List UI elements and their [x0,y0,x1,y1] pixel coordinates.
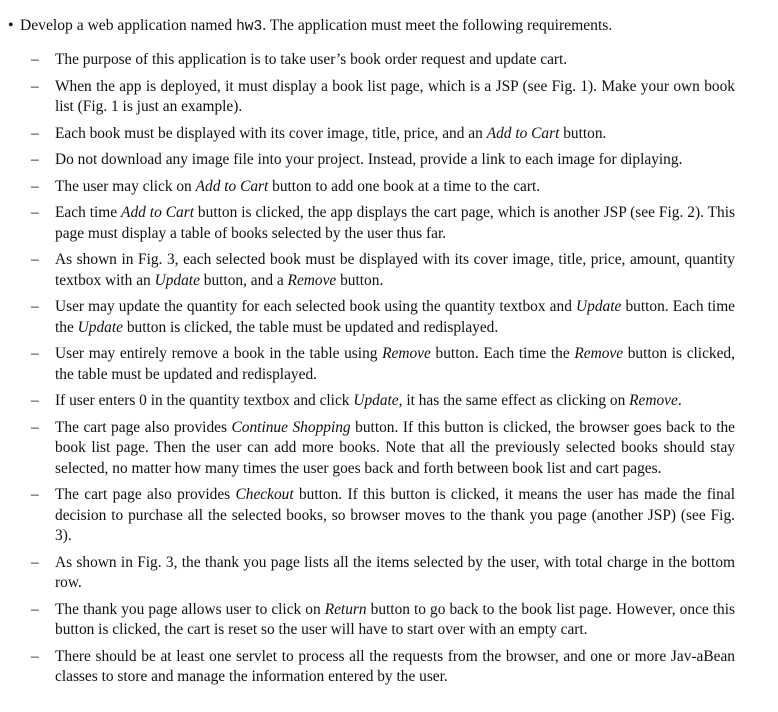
text-segment: As shown in Fig. 3, the thank you page lists all the items selected by the user, with total charge in the bottom row. [55,553,735,592]
text-segment: Each book must be displayed with its cover image, title, price, and an [55,124,487,142]
app-name-code: hw3 [236,19,263,35]
requirement-item [31,600,735,641]
text-segment: The cart page also provides [55,418,232,436]
requirements-list [31,50,735,694]
requirement-text [55,554,735,591]
intro-after: . The application must meet the following requirements. [262,17,613,34]
dash-marker: – [31,553,39,571]
requirement-text [55,78,735,115]
bullet-marker: • [8,17,14,34]
text-segment: button to go back to the book list page. However, once this button is clicked, the cart is reset so the user will have to start over with an empty cart. [55,600,736,639]
text-segment: button. If this button is clicked, the browser goes back to the book list page. Then the user can add more books. Note that all the previously selected books should stay selected, no matter how many times the user goes back and forth between book list and cart pages. [55,418,736,477]
requirement-text [55,178,540,195]
intro-text [20,15,612,38]
text-segment: The cart page also provides [55,486,236,504]
requirement-text [55,345,735,382]
emphasized-term: Checkout [235,486,294,504]
emphasized-term: Remove [382,345,431,363]
requirement-item [31,485,735,546]
emphasized-term: Remove [574,345,624,363]
emphasized-term: Add to Cart [121,204,194,222]
text-segment: User may entirely remove a book in the table using [55,345,383,363]
text-segment: button. [559,124,607,142]
dash-marker: – [31,486,39,504]
requirement-item [31,203,735,244]
requirement-text [55,151,682,168]
text-segment: User may update the quantity for each selected book using the quantity textbox and [55,298,577,316]
emphasized-term: Remove [629,392,678,410]
text-segment: button. If this button is clicked, it means the user has made the final decision to purchase all the selected books, so browser moves to the thank you page (another JSP) (see Fig. 3). [55,486,735,545]
emphasized-term: Update [576,298,622,316]
requirement-item [31,77,735,118]
text-segment: button. Each time the [55,298,735,336]
emphasized-term: Continue Shopping [231,418,351,436]
requirement-text [55,648,735,685]
requirement-text [55,486,735,544]
requirement-item [31,418,735,479]
dash-marker: – [31,177,39,195]
dash-marker: – [31,418,39,436]
requirement-text [55,251,735,288]
emphasized-term: Update [77,318,123,336]
requirement-item [31,124,735,144]
requirement-item [31,150,735,170]
requirement-text [55,51,567,68]
dash-marker: – [31,251,39,269]
dash-marker: – [31,51,39,68]
requirement-text [55,125,606,142]
dash-marker: – [31,298,39,316]
text-segment: button. Each time the [430,345,575,363]
text-segment: button is clicked, the table must be updated and redisplayed. [55,345,735,383]
text-segment: button is clicked, the table must be updated and redisplayed. [122,318,499,336]
text-segment: Do not download any image file into your project. Instead, provide a link to each image for diplaying. [55,151,683,169]
requirement-item [31,297,735,338]
requirement-item [31,647,735,688]
intro-before: Develop a web application named [20,17,237,34]
requirement-text [55,419,735,477]
text-segment: If user enters 0 in the quantity textbox and click [55,392,354,410]
text-segment: The purpose of this application is to take user’s book order request and update cart. [55,51,568,68]
dash-marker: – [31,600,39,618]
requirement-item [31,50,735,70]
text-segment: button is clicked, the app displays the cart page, which is another JSP (see Fig. 2). This page must display a table of books selected by the user thus far. [55,204,735,242]
dash-marker: – [31,77,39,95]
dash-marker: – [31,392,39,410]
requirement-text [55,392,682,409]
requirement-text [55,204,735,241]
emphasized-term: Remove [287,271,337,289]
text-segment: . [677,392,682,410]
text-segment: When the app is deployed, it must display a book list page, which is a JSP (see Fig. 1). Make your own book list (Fig. 1 is just an example). [55,77,735,115]
requirement-item [31,250,735,291]
text-segment: , it has the same effect as clicking on [398,392,630,410]
requirement-item [31,391,735,411]
text-segment: button to add one book at a time to the cart. [268,177,541,195]
text-segment: As shown in Fig. 3, each selected book must be displayed with its cover image, title, price, amount, quantity textbox with an [55,251,735,289]
text-segment: There should be at least one servlet to process all the requests from the browser, and one or more Jav-aBean classes to store and manage the information entered by the user. [55,647,735,686]
dash-marker: – [31,345,39,363]
dash-marker: – [31,647,39,665]
text-segment: The thank you page allows user to click on [55,600,325,618]
emphasized-term: Update [154,271,200,289]
requirement-item [31,177,735,197]
dash-marker: – [31,151,39,169]
requirement-item [31,553,735,594]
text-segment: button. [336,271,384,289]
requirement-text [55,601,735,638]
dash-marker: – [31,124,39,142]
text-segment: The user may click on [55,177,196,195]
dash-marker: – [31,204,39,222]
emphasized-term: Return [324,600,367,618]
requirement-text [55,298,735,335]
text-segment: button, and a [199,271,288,289]
text-segment: Each time [55,204,122,222]
requirement-item [31,344,735,385]
emphasized-term: Update [353,392,399,410]
emphasized-term: Add to Cart [486,124,560,142]
emphasized-term: Add to Cart [195,177,269,195]
